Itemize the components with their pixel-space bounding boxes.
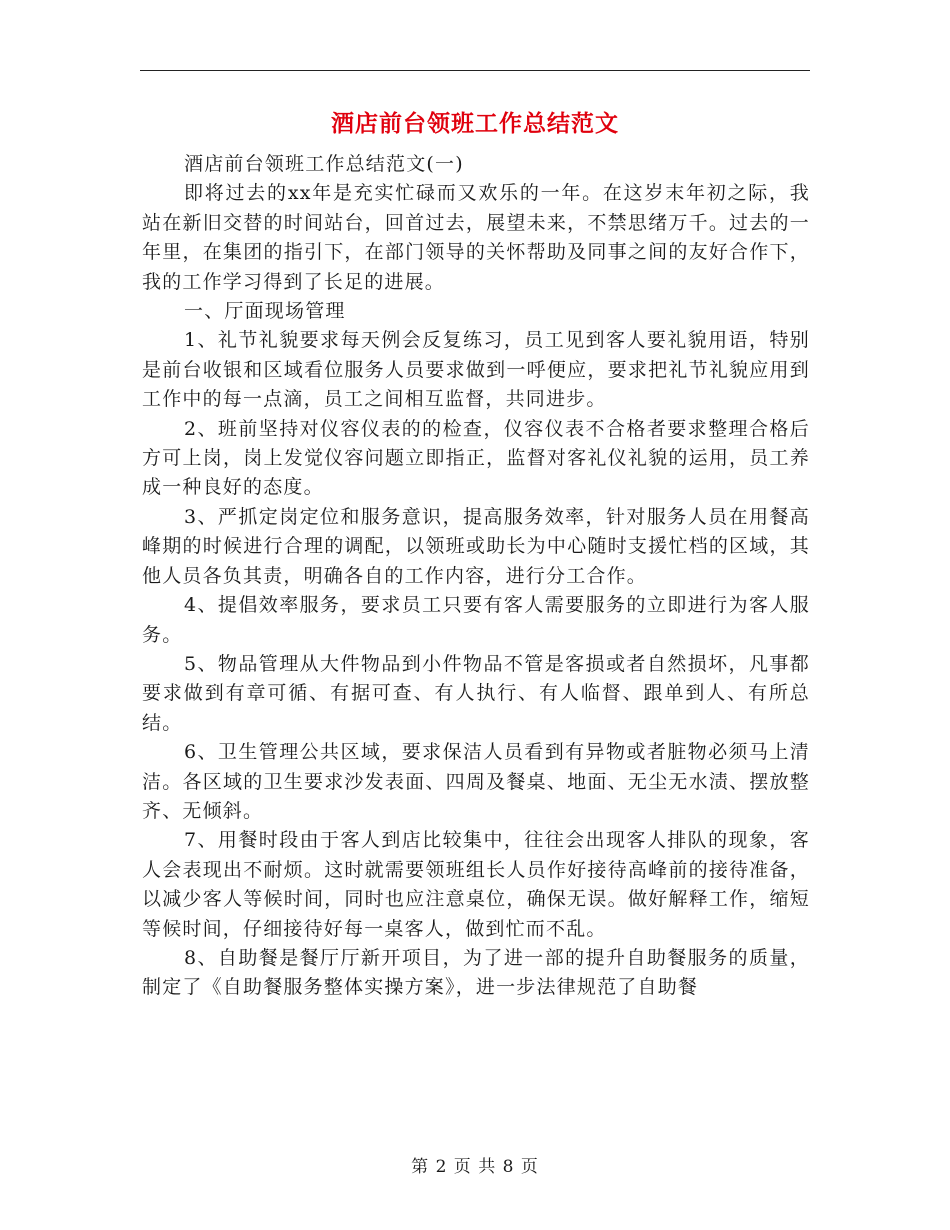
item-paragraph-5: 5、物品管理从大件物品到小件物品不管是客损或者自然损坏，凡事都要求做到有章可循、有据可查、有人执行、有人临督、跟单到人、有所总结。 bbox=[142, 652, 810, 734]
page-number-label: 第 2 页 共 8 页 bbox=[411, 1157, 539, 1177]
document-title: 酒店前台领班工作总结范文 bbox=[331, 110, 619, 137]
item-paragraph-4: 4、提倡效率服务，要求员工只要有客人需要服务的立即进行为客人服务。 bbox=[142, 594, 810, 646]
item-paragraph-7: 7、用餐时段由于客人到店比较集中，往往会出现客人排队的现象，客人会表现出不耐烦。这时就需要领班组长人员作好接待高峰前的接待准备，以减少客人等候时间，同时也应注意桌位，确保无误。做好解释工作，缩短等候时间，仔细接待好每一桌客人，做到忙而不乱。 bbox=[142, 829, 810, 940]
document-body bbox=[142, 150, 810, 1003]
item-paragraph-3: 3、严抓定岗定位和服务意识，提高服务效率，针对服务人员在用餐高峰期的时候进行合理的调配，以领班或助长为中心随时支援忙档的区域，其他人员各负其责，明确各自的工作内容，进行分工合作。 bbox=[142, 505, 810, 587]
item-paragraph-8: 8、自助餐是餐厅厅新开项目，为了进一部的提升自助餐服务的质量，制定了《自助餐服务整体实操方案》，进一步法律规范了自助餐 bbox=[142, 946, 810, 999]
item-paragraph-6: 6、卫生管理公共区域，要求保洁人员看到有异物或者脏物必须马上清洁。各区域的卫生要求沙发表面、四周及餐桌、地面、无尘无水渍、摆放整齐、无倾斜。 bbox=[142, 741, 810, 822]
section-heading: 一、厅面现场管理 bbox=[184, 300, 346, 323]
intro-paragraph: 即将过去的xx年是充实忙碌而又欢乐的一年。在这岁末年初之际，我站在新旧交替的时间站台，回首过去，展望未来，不禁思绪万千。过去的一年里，在集团的指引下，在部门领导的关怀帮助及同事之间的友好合作下，我的工作学习得到了长足的进展。 bbox=[142, 182, 810, 293]
item-paragraph-2: 2、班前坚持对仪容仪表的的检查，仪容仪表不合格者要求整理合格后方可上岗，岗上发觉仪容问题立即指正，监督对客礼仪礼貌的运用，员工养成一种良好的态度。 bbox=[142, 417, 810, 499]
subtitle-paragraph: 酒店前台领班工作总结范文(一) bbox=[184, 153, 464, 175]
item-paragraph-1: 1、礼节礼貌要求每天例会反复练习，员工见到客人要礼貌用语，特别是前台收银和区域看位服务人员要求做到一呼便应，要求把礼节礼貌应用到工作中的每一点滴，员工之间相互监督，共同进步。 bbox=[142, 329, 810, 411]
header-rule bbox=[140, 70, 810, 71]
page-footer bbox=[0, 1152, 950, 1177]
